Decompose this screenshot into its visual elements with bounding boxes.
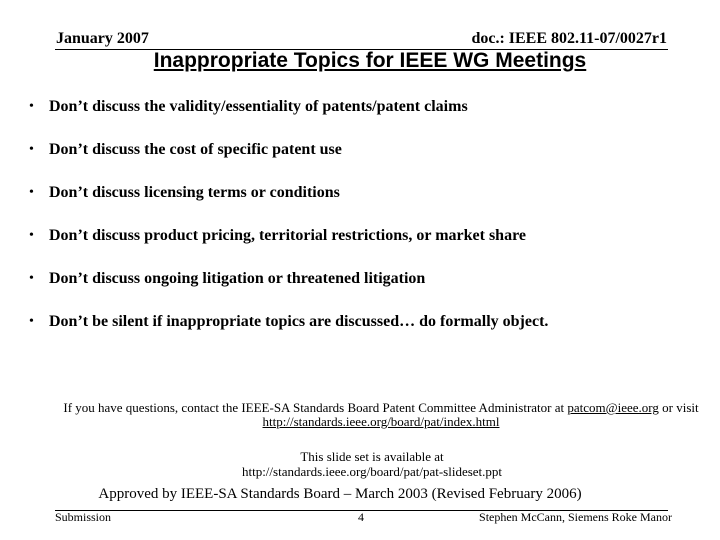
slideset-note <box>0 449 720 479</box>
bullet-text: Don’t discuss the cost of specific patent use <box>49 141 342 158</box>
bullet-text: Don’t discuss the validity/essentiality of patents/patent claims <box>49 98 468 115</box>
bullet-item <box>29 182 548 225</box>
bullet-text: Don’t discuss licensing terms or conditions <box>49 184 340 201</box>
bullet-text: Don’t be silent if inappropriate topics are discussed… do formally object. <box>49 313 549 330</box>
footer-author: Stephen McCann, Siemens Roke Manor <box>479 510 672 524</box>
bullet-item <box>29 225 548 268</box>
header-doc-id: doc.: IEEE 802.11-07/0027r1 <box>471 30 667 47</box>
header-date: January 2007 <box>56 30 149 47</box>
bullet-text: Don’t discuss ongoing litigation or threatened litigation <box>49 270 426 287</box>
patent-policy-link[interactable]: http://standards.ieee.org/board/pat/index.html <box>262 414 500 429</box>
contact-text-before: If you have questions, contact the IEEE-SA Standards Board Patent Committee Administrator at <box>63 400 568 415</box>
contact-note <box>36 401 720 429</box>
bullet-item <box>29 311 548 354</box>
slide-title <box>0 49 720 73</box>
slide-title-text: Inappropriate Topics for IEEE WG Meetings <box>153 49 587 72</box>
bullet-list <box>29 96 548 354</box>
contact-email-link[interactable]: patcom@ieee.org <box>567 400 659 415</box>
approval-note: Approved by IEEE-SA Standards Board – March 2003 (Revised February 2006) <box>98 486 582 502</box>
bullet-item <box>29 268 548 311</box>
bullet-item <box>29 139 548 182</box>
footer-submission: Submission <box>55 510 112 524</box>
slideset-url: http://standards.ieee.org/board/pat/pat-slideset.ppt <box>241 464 503 479</box>
bullet-text: Don’t discuss product pricing, territorial restrictions, or market share <box>49 227 526 244</box>
contact-text-middle: or visit <box>658 400 699 415</box>
page-number: 4 <box>358 510 364 524</box>
slideset-line-1: This slide set is available at <box>300 449 444 464</box>
bullet-item <box>29 96 548 139</box>
